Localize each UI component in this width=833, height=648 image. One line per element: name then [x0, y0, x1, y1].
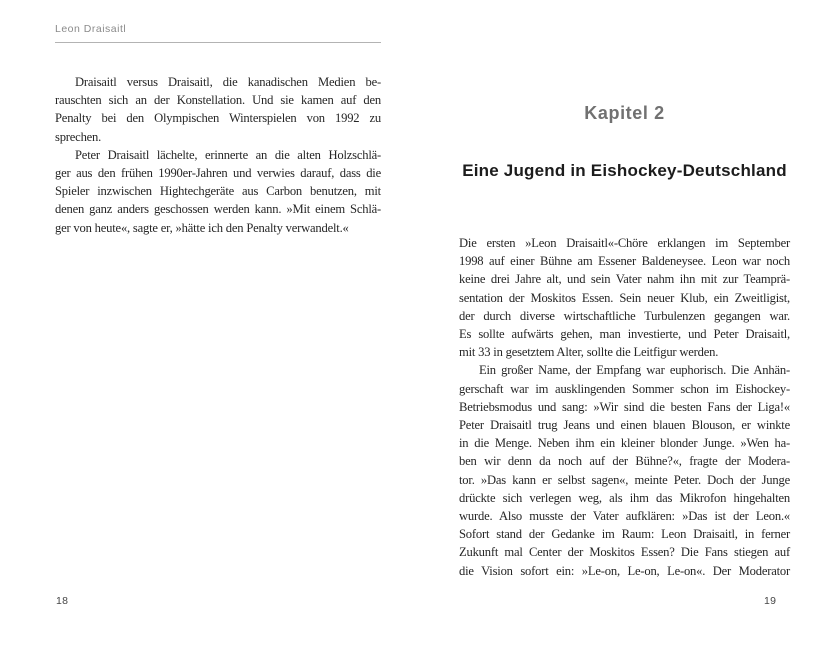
- text-line: der durch diverse wirtschaftliche Turbulenzen gegangen war.: [459, 308, 790, 323]
- text-line: Spieler inzwischen Hightechgeräte aus Carbon benutzen, mit: [55, 184, 381, 199]
- text-line: Zukunft mal Center der Moskitos Essen? Die Fans stiegen auf: [459, 545, 790, 560]
- chapter-label: Kapitel 2: [584, 103, 665, 123]
- text-line: Die ersten »Leon Draisaitl«-Chöre erklangen im September: [459, 236, 790, 250]
- text-line: tor. »Das kann er selbst sagen«, meinte Peter. Doch der Junge: [459, 472, 790, 487]
- text-line: ben wir denn da noch auf der Bühne?«, fragte der Modera-: [459, 454, 790, 469]
- running-header-title: Leon Draisaitl: [55, 23, 127, 35]
- text-line: ger aus den frühen 1990er-Jahren und verwies darauf, dass die: [55, 166, 381, 181]
- page-number-right: 19: [764, 595, 777, 607]
- text-line: drückte sich verlegen weg, als ihm das Mikrofon hingehalten: [459, 490, 790, 505]
- text-line: ger von heute«, sagte er, »hätte ich den Penalty verwandelt.«: [55, 220, 349, 235]
- text-line: Peter Draisaitl trug Jeans und einen blauen Blouson, er winkte: [459, 418, 790, 433]
- page-number-left: 18: [56, 595, 69, 607]
- text-line: Sofort stand der Gedanke im Raum: Leon Draisaitl, in ferner: [459, 527, 790, 542]
- text-line: mit 33 in gesetztem Alter, sollte die Leitfigur werden.: [459, 345, 719, 360]
- text-line: Betriebsmodus und sang: »Wir sind die besten Fans der Liga!«: [459, 399, 790, 414]
- text-line: Es sollte aufwärts gehen, man investierte, und Peter Draisaitl,: [459, 327, 790, 342]
- text-line: sprechen.: [55, 129, 102, 144]
- text-line: Penalty bei den Olympischen Winterspielen von 1992 zu: [55, 111, 381, 126]
- text-line: Draisaitl versus Draisaitl, die kanadischen Medien be-: [75, 75, 381, 89]
- text-line: keine drei Jahre alt, und sein Vater nahm ihn mit zur Teamprä-: [459, 272, 790, 287]
- text-line: gerschaft war im ausklingenden Sommer schon im Eishockey-: [459, 381, 790, 396]
- text-line: sentation der Moskitos Essen. Sein neuer Klub, ein Zweitligist,: [459, 290, 790, 305]
- text-line: die Vision sofort ein: »Le-on, Le-on, Le-on«. Der Moderator: [459, 563, 790, 578]
- text-line: Ein großer Name, der Empfang war euphorisch. Die Anhän-: [479, 363, 790, 378]
- text-line: 1998 auf einer Bühne am Essener Baldeneysee. Leon war noch: [459, 254, 790, 269]
- text-line: in die Menge. Neben ihm ein kleiner blonder Junge. »Wen ha-: [459, 436, 790, 451]
- text-line: Peter Draisaitl lächelte, erinnerte an die alten Holzschlä-: [75, 147, 381, 162]
- text-line: denen ganz anders geschossen werden kann. »Mit einem Schlä-: [55, 202, 381, 217]
- text-line: wurde. Also musste der Vater aufklären: »Das ist der Leon.«: [459, 509, 790, 524]
- text-line: rauschten sich an der Konstellation. Und sie kamen auf den: [55, 93, 381, 108]
- right-page-body-text: [459, 234, 790, 580]
- chapter-title: Eine Jugend in Eishockey-Deutschland: [462, 161, 787, 180]
